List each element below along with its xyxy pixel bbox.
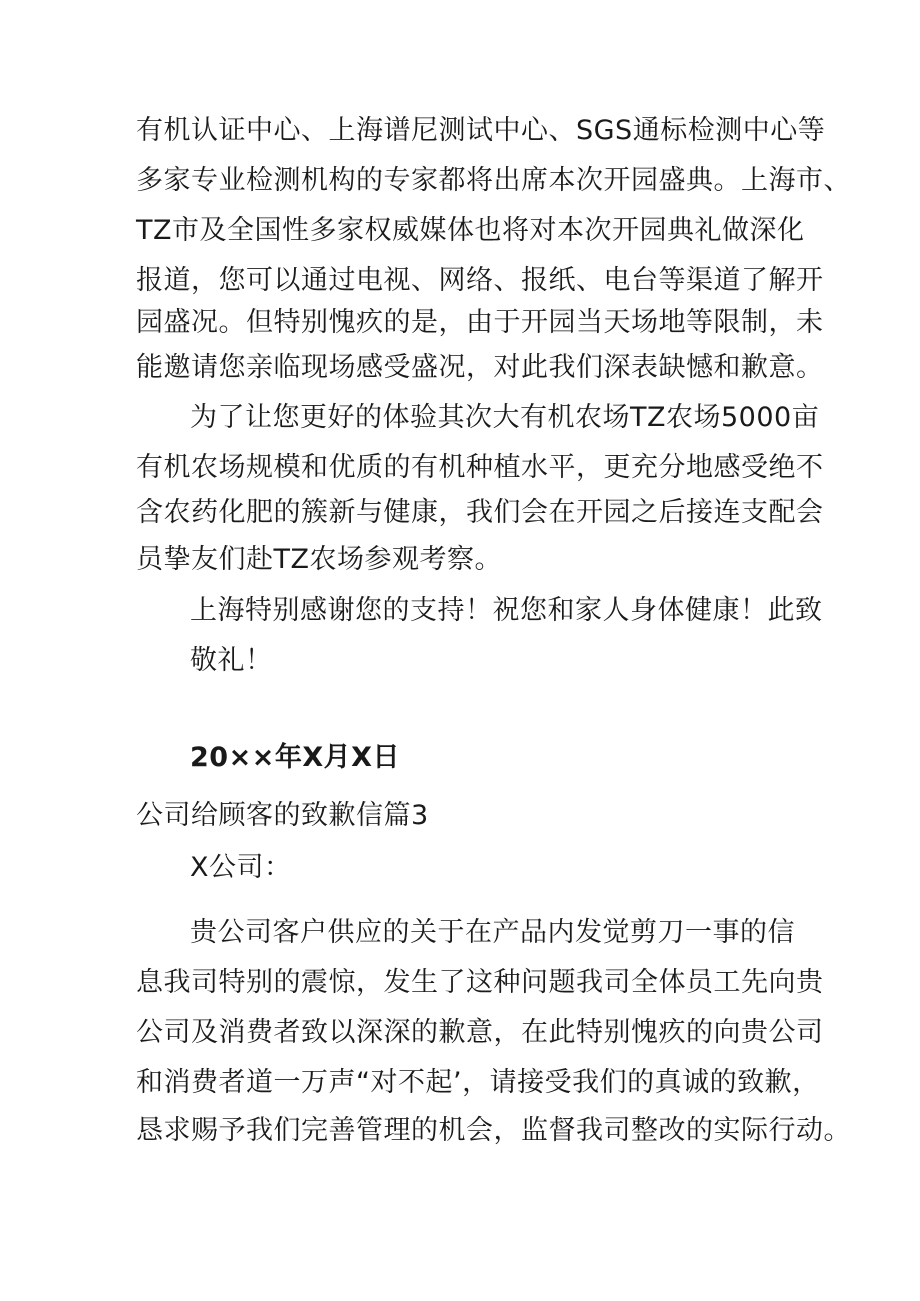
paragraph-line: 含农药化肥的簇新与健康，我们会在开园之后接连支配会 <box>136 497 824 528</box>
paragraph-line: 有机农场规模和优质的有机种植水平，更充分地感受绝不 <box>136 452 824 483</box>
paragraph-line: 多家专业检测机构的专家都将出席本次开园盛典。上海市、 <box>136 165 851 196</box>
closing-salute: 敬礼！ <box>190 645 273 676</box>
paragraph-line: 为了让您更好的体验其次大有机农场TZ农场5000亩 <box>190 402 820 433</box>
paragraph-line: 有机认证中心、上海谱尼测试中心、SGS通标检测中心等 <box>136 115 826 146</box>
paragraph-line: 和消费者道一万声“对不起’，请接受我们的真诚的致歉， <box>136 1067 820 1098</box>
closing-line: 上海特别感谢您的支持！祝您和家人身体健康！此致 <box>190 595 823 626</box>
paragraph-line: 恳求赐予我们完善管理的机会，监督我司整改的实际行动。 <box>136 1115 851 1146</box>
paragraph-line: 员挚友们赴TZ农场参观考察。 <box>136 544 502 575</box>
paragraph-line: 公司及消费者致以深深的歉意，在此特别愧疚的向贵公司 <box>136 1017 824 1048</box>
paragraph-line: 园盛况。但特别愧疚的是，由于开园当天场地等限制，未 <box>136 307 824 338</box>
paragraph-line: 贵公司客户供应的关于在产品内发觉剪刀一事的信 <box>190 917 795 948</box>
section-title: 公司给顾客的致歉信篇3 <box>136 800 429 831</box>
paragraph-line: 息我司特别的震惊，发生了这种问题我司全体员工先向贵 <box>136 967 824 998</box>
letter-date: 20××年X月X日 <box>190 742 400 773</box>
addressee: X公司： <box>190 852 292 883</box>
paragraph-line: 报道，您可以通过电视、网络、报纸、电台等渠道了解开 <box>136 265 824 296</box>
paragraph-line: TZ市及全国性多家权威媒体也将对本次开园典礼做深化 <box>136 215 805 246</box>
paragraph-line: 能邀请您亲临现场感受盛况，对此我们深表缺憾和歉意。 <box>136 352 824 383</box>
